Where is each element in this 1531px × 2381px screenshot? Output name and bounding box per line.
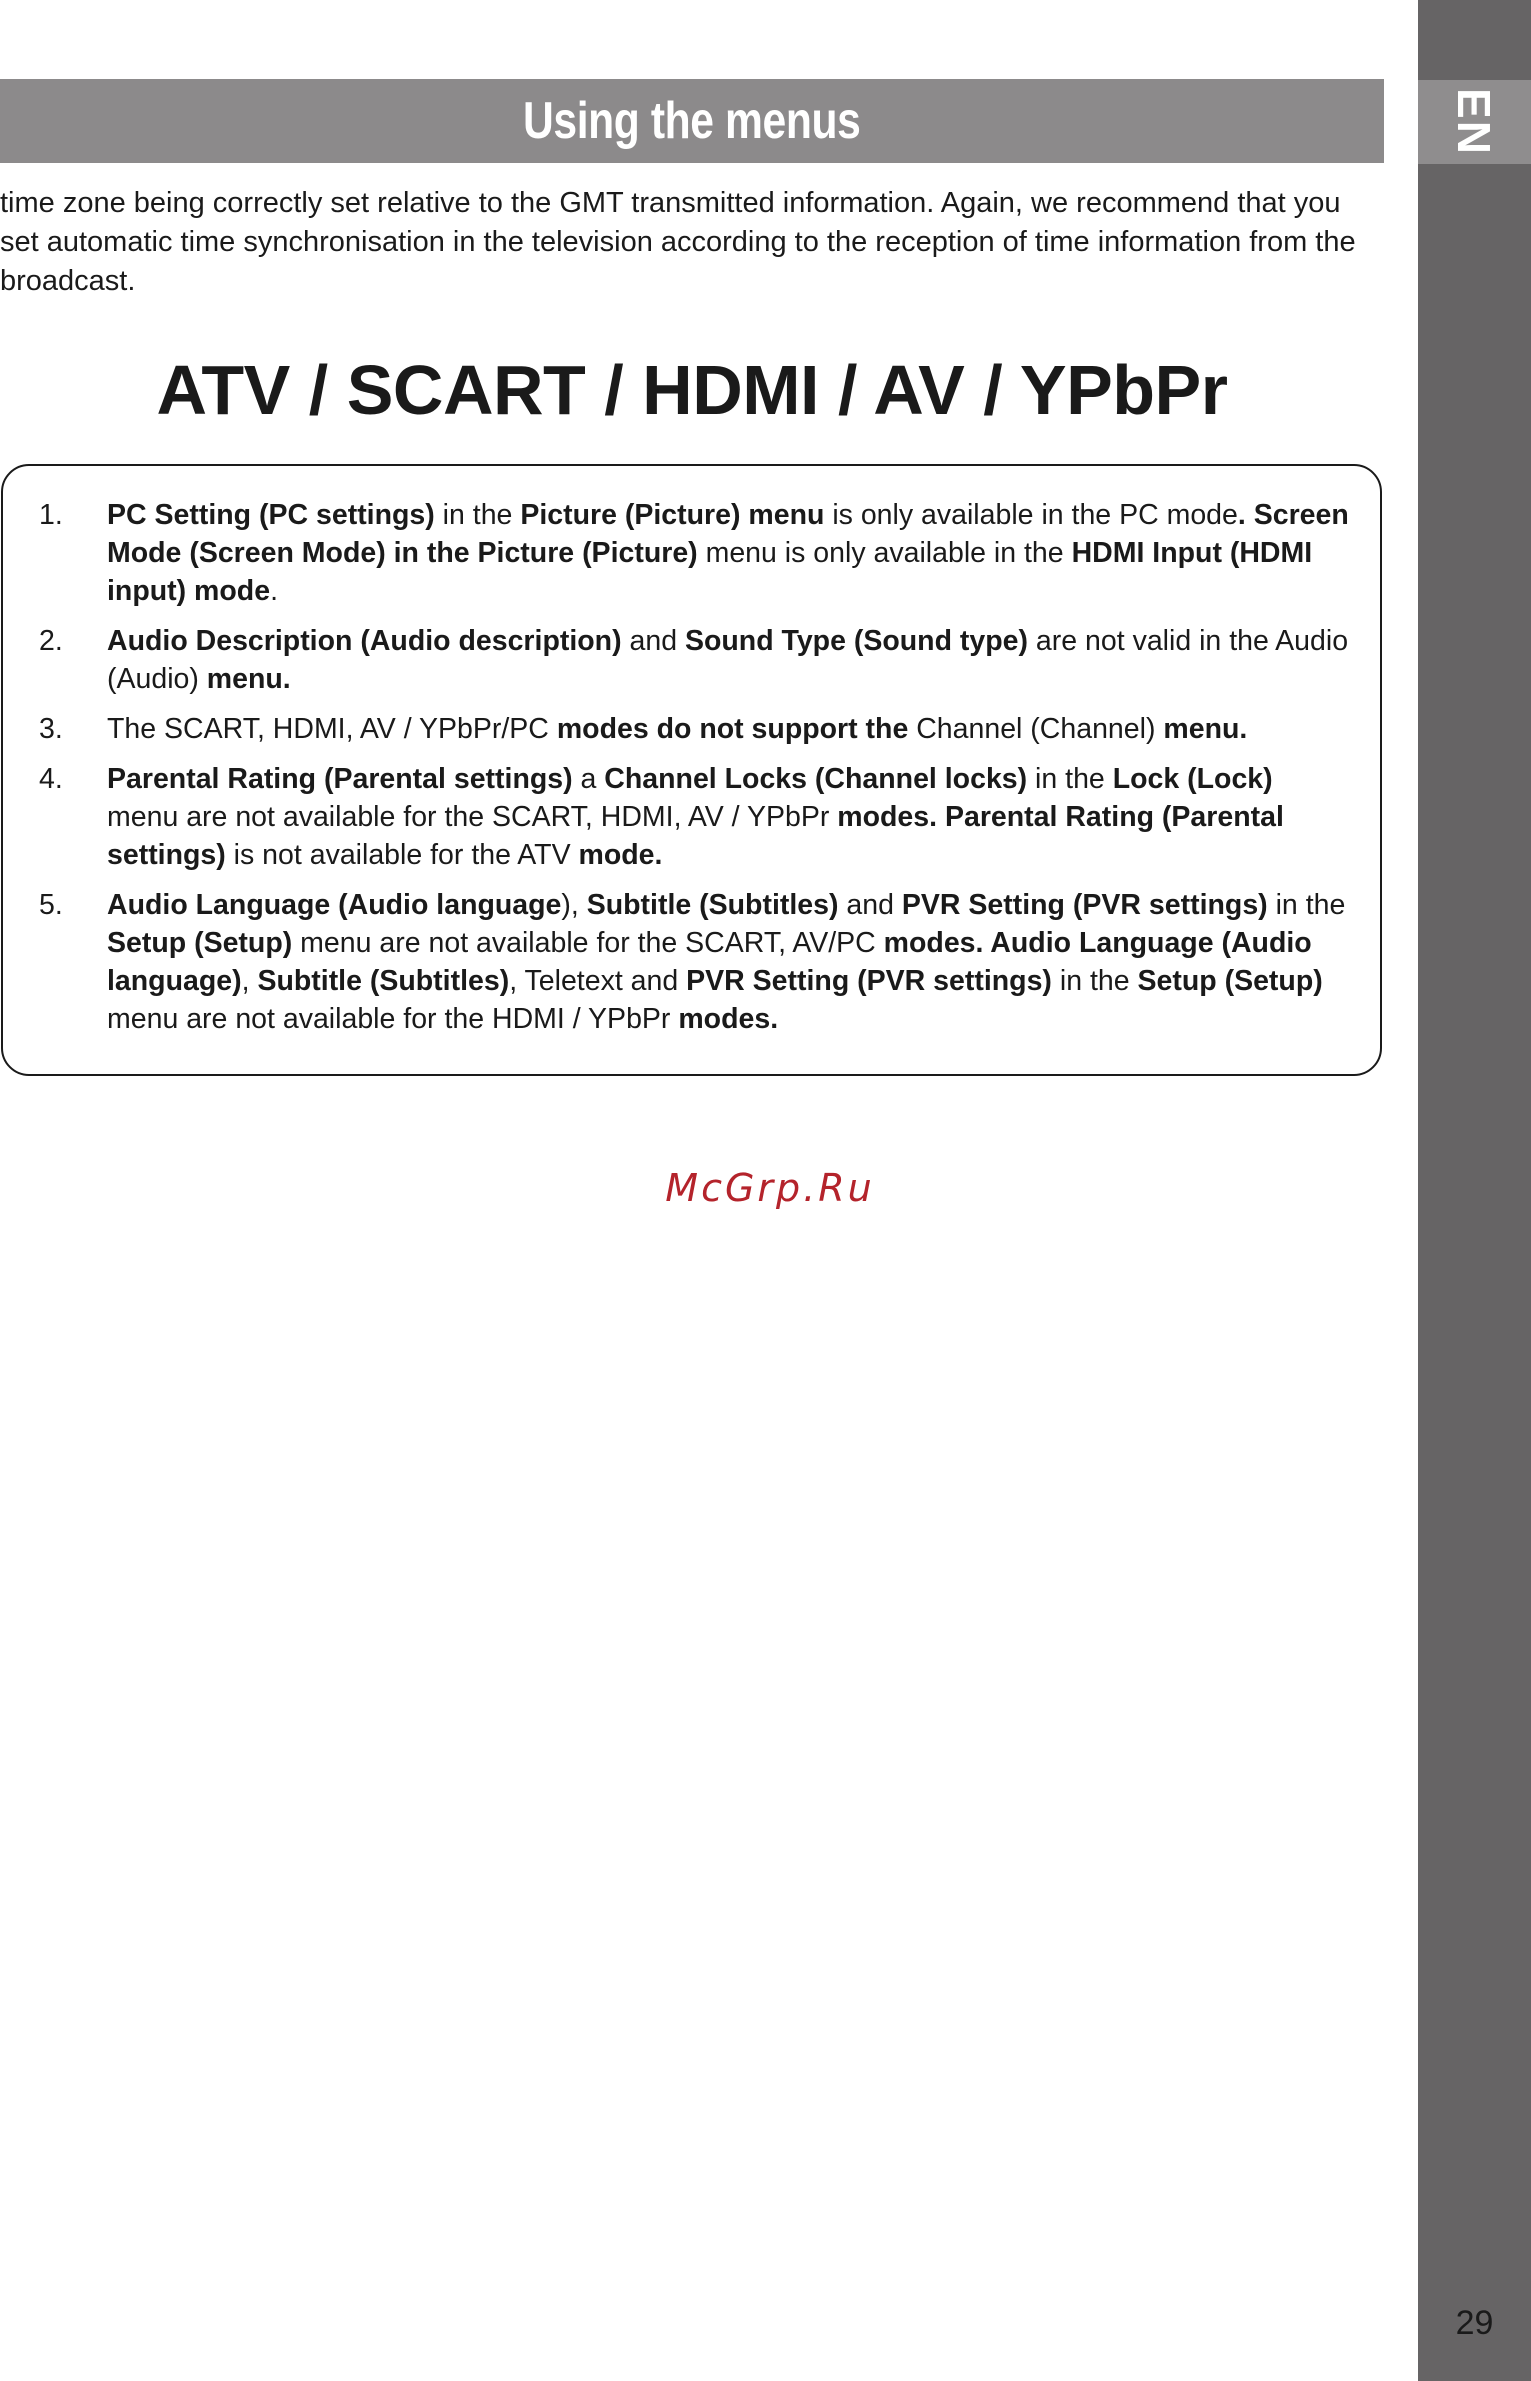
- note-text-bold: modes.: [678, 1003, 779, 1035]
- note-item: [39, 760, 1349, 874]
- language-label: EN: [1448, 88, 1500, 156]
- note-number: 3.: [39, 713, 63, 745]
- page-title: Using the menus: [523, 92, 861, 150]
- note-text: The SCART, HDMI, AV / YPbPr/PC: [107, 713, 557, 745]
- note-text-bold: Setup (Setup): [107, 927, 293, 959]
- note-text: .: [270, 575, 278, 607]
- note-text-bold: Audio Description (Audio description): [107, 625, 622, 657]
- note-text: is only available in the PC mode: [824, 499, 1238, 531]
- note-text-bold: Subtitle (Subtitles): [586, 889, 839, 921]
- note-text-bold: modes. Audio Language (Audio language): [107, 927, 1312, 997]
- note-number: 2.: [39, 625, 63, 657]
- note-text: menu is only available in the: [697, 537, 1072, 569]
- note-text: menu are not available for the SCART, HDMI, AV / YPbPr: [107, 801, 838, 833]
- note-text-bold: modes. Parental Rating (Parental settings): [107, 801, 1284, 871]
- note-text: are not valid in the Audio (Audio): [107, 625, 1349, 695]
- note-text-bold: Subtitle (Subtitles): [257, 965, 510, 997]
- note-text: a: [572, 763, 605, 795]
- intro-text: time zone being correctly set relative to the GMT transmitted information. Again, we recommend that you set automatic time synchronisation in the television according to the reception of time information from the broadcast.: [0, 187, 1356, 297]
- note-text-bold: PC Setting (PC settings): [107, 499, 435, 531]
- header-bar: [0, 79, 1384, 163]
- note-text: in the: [1051, 965, 1138, 997]
- note-text-bold: Sound Type (Sound type): [684, 625, 1028, 657]
- intro-paragraph: [0, 184, 1384, 301]
- note-number: 4.: [39, 763, 63, 795]
- note-number: 5.: [39, 889, 63, 921]
- note-text-bold: PVR Setting (PVR settings): [686, 965, 1052, 997]
- note-text-bold: modes do not support the: [556, 713, 909, 745]
- note-text-bold: Screen Mode (Screen Mode) in the Picture (Picture): [107, 499, 1349, 569]
- note-text-bold: Lock (Lock): [1112, 763, 1273, 795]
- note-text: menu are not available for the HDMI / YPbPr: [107, 1003, 679, 1035]
- note-text-bold: HDMI Input (HDMI input) mode: [107, 537, 1313, 607]
- section-heading: ATV / SCART / HDMI / AV / YPbPr: [156, 351, 1228, 429]
- note-text: ,: [241, 965, 258, 997]
- note-text-bold: Setup (Setup): [1137, 965, 1323, 997]
- note-text-bold: PVR Setting (PVR settings): [901, 889, 1268, 921]
- note-item: [39, 886, 1349, 1038]
- note-text-bold: Parental Rating (Parental settings): [107, 763, 573, 795]
- note-text: in the: [434, 499, 521, 531]
- notes-box: [1, 464, 1382, 1076]
- note-text-bold: menu.: [206, 663, 291, 695]
- note-text: in the: [1027, 763, 1113, 795]
- note-text: menu are not available for the SCART, AV/PC: [292, 927, 884, 959]
- note-text: ),: [561, 889, 587, 921]
- note-text: and: [621, 625, 685, 657]
- note-text: and: [838, 889, 902, 921]
- note-number: 1.: [39, 499, 63, 531]
- note-item: [39, 622, 1349, 698]
- note-item: [39, 710, 1349, 748]
- notes-list: [39, 496, 1349, 1050]
- page-number: 29: [1455, 2304, 1494, 2342]
- watermark-text: McGrp.Ru: [665, 1166, 875, 1210]
- note-text: is not available for the ATV: [225, 839, 579, 871]
- note-text: Channel (Channel): [908, 713, 1164, 745]
- note-text-bold: Audio Language (Audio language: [107, 889, 562, 921]
- note-text: , Teletext and: [509, 965, 687, 997]
- note-text-bold: mode.: [578, 839, 663, 871]
- note-text-bold: Picture (Picture) menu: [520, 499, 825, 531]
- note-item: [39, 496, 1349, 610]
- note-text-bold: menu.: [1163, 713, 1248, 745]
- note-text-bold: Channel Locks (Channel locks): [604, 763, 1028, 795]
- note-text-bold: .: [1237, 499, 1246, 531]
- note-text: in the: [1267, 889, 1346, 921]
